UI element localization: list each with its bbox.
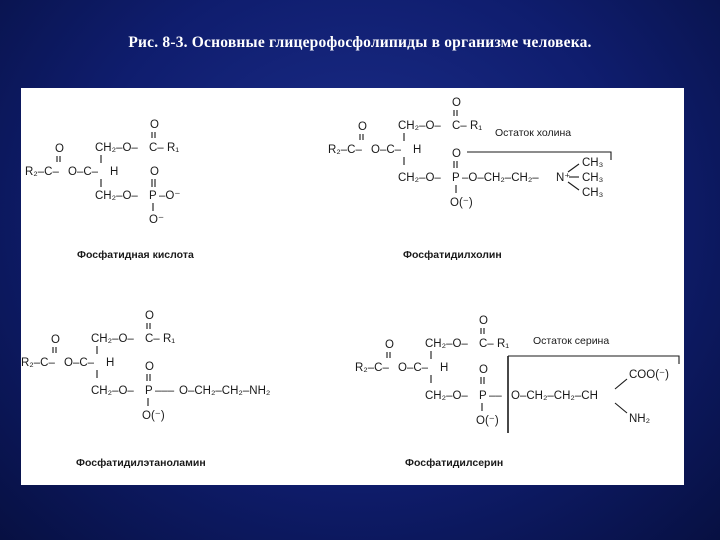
pa-p: P xyxy=(149,190,157,202)
pa-ch2-top: CH₂–O– xyxy=(95,142,138,154)
pc-ch2-bottom: CH₂–O– xyxy=(398,172,441,184)
ps-tail: O–CH₂–CH₂–CH xyxy=(511,390,598,402)
serine-residue-label: Остаток серина xyxy=(533,335,610,347)
phosphatidylethanolamine-structure xyxy=(21,310,270,469)
pa-o-c: O–C– xyxy=(68,166,99,178)
ps-c-r1: C– xyxy=(479,338,494,350)
phosphatidylserine-caption: Фосфатидилсерин xyxy=(405,457,504,469)
pe-dash: ––– xyxy=(155,385,175,397)
ps-p: P xyxy=(479,390,487,402)
pe-carbonyl-o2: O xyxy=(51,334,60,346)
pc-o-c: O–C– xyxy=(371,144,402,156)
pc-r2-c: R₂–C– xyxy=(328,144,362,156)
ps-ch2-top: CH₂–O– xyxy=(425,338,468,350)
pc-o-top-p: O xyxy=(452,148,461,160)
figure-panel xyxy=(21,88,684,485)
slide-title: Рис. 8-3. Основные глицерофосфолипиды в организме человека. xyxy=(128,34,592,51)
pc-h: H xyxy=(413,144,422,156)
phosphatidylethanolamine-caption: Фосфатидилэтаноламин xyxy=(76,457,206,469)
pa-ch2-bottom: CH₂–O– xyxy=(95,190,138,202)
ps-r2-c: R₂–C– xyxy=(355,362,389,374)
ps-r1: R₁ xyxy=(497,338,510,350)
phosphatidylserine-structure xyxy=(355,315,679,469)
pc-n: N⁺ xyxy=(556,172,571,184)
pe-o-top-p: O xyxy=(145,361,154,373)
ps-carbonyl-o1: O xyxy=(479,315,488,327)
phosphatidic-acid-caption: Фосфатидная кислота xyxy=(77,249,194,261)
pe-o-c: O–C– xyxy=(64,357,95,369)
phosphatidylcholine-caption: Фосфатидилхолин xyxy=(403,249,502,261)
pc-o-minus: O(⁻) xyxy=(450,197,473,209)
ps-o-minus: O(⁻) xyxy=(476,415,499,427)
pc-carbonyl-o1: O xyxy=(452,97,461,109)
phosphatidic-acid-structure xyxy=(25,119,194,261)
phospholipid-structures xyxy=(21,88,684,485)
pc-ch3-1: CH₃ xyxy=(582,157,604,169)
pa-o-minus-bottom: O⁻ xyxy=(149,214,165,226)
phosphatidylcholine-structure xyxy=(328,97,611,261)
ps-dash: –– xyxy=(489,390,502,402)
pe-ch2-bottom: CH₂–O– xyxy=(91,385,134,397)
pc-p: P xyxy=(452,172,460,184)
ps-coo: COO(⁻) xyxy=(629,369,669,381)
pc-r1: R₁ xyxy=(470,120,483,132)
choline-residue-label: Остаток холина xyxy=(495,127,572,139)
ps-nh2: NH₂ xyxy=(629,413,651,425)
pc-ch2-top: CH₂–O– xyxy=(398,120,441,132)
pc-c-r1: C– xyxy=(452,120,467,132)
pe-carbonyl-o1: O xyxy=(145,310,154,322)
pa-o-top-p: O xyxy=(150,166,159,178)
pe-h: H xyxy=(106,357,115,369)
pe-c-r1: C– xyxy=(145,333,160,345)
pe-ch2-top: CH₂–O– xyxy=(91,333,134,345)
pc-carbonyl-o2: O xyxy=(358,121,367,133)
pc-ch3-2: CH₃ xyxy=(582,172,604,184)
pc-tail: –O–CH₂–CH₂– xyxy=(462,172,539,184)
pe-o-minus: O(⁻) xyxy=(142,410,165,422)
ps-o-top-p: O xyxy=(479,364,488,376)
pe-p: P xyxy=(145,385,153,397)
ps-ch2-bottom: CH₂–O– xyxy=(425,390,468,402)
pa-r2-c: R₂–C– xyxy=(25,166,59,178)
pa-c-r1: C– xyxy=(149,142,164,154)
pe-tail: O–CH₂–CH₂–NH₂ xyxy=(179,385,271,397)
pa-carbonyl-o2: O xyxy=(55,143,64,155)
ps-h: H xyxy=(440,362,449,374)
ps-carbonyl-o2: O xyxy=(385,339,394,351)
pe-r2-c: R₂–C– xyxy=(21,357,55,369)
pa-r1: R₁ xyxy=(167,142,180,154)
pe-r1: R₁ xyxy=(163,333,176,345)
pa-carbonyl-o1: O xyxy=(150,119,159,131)
pa-o-minus-right: –O⁻ xyxy=(159,190,181,202)
pa-h: H xyxy=(110,166,119,178)
pc-ch3-3: CH₃ xyxy=(582,187,604,199)
ps-o-c: O–C– xyxy=(398,362,429,374)
